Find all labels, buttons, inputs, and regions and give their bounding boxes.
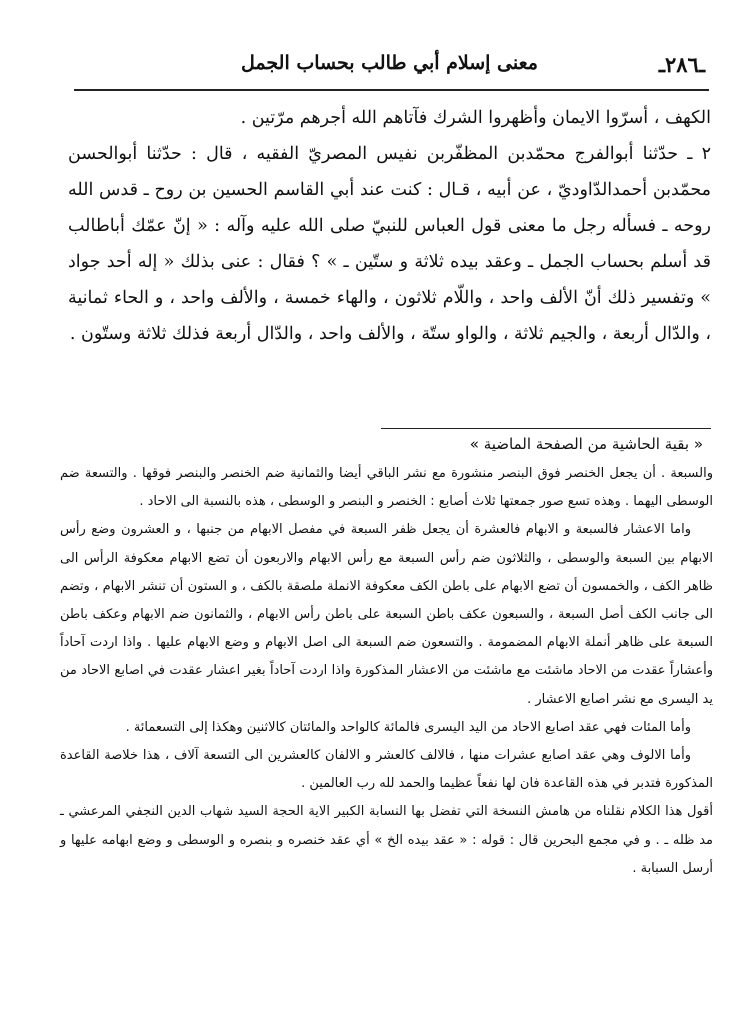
header-rule — [74, 89, 709, 91]
footnote-paragraph-2: واما الاعشار فالسبعة و الابهام فالعشرة أن يجعل ظفر السبعة في مفصل الابهام من جنبها ، و العشرون وضع رأس الابهام بين السبعة والوسطى ، والثلاثون ضم رأس السبعة مع رأس الابهام والاربعون أن تضع الابهام معكوفة الرأس الى ظاهر الكف ، والخمسون أن تضع الابهام على باطن الكف معكوفة الانملة ملصقة بالكف ، و الستون أن تنشر الابهام ، وتضم الى جانب الكف أصل السبعة ، والسبعون عكف باطن السبعة على باطن رأس الابهام ، والثمانون ضم الابهام وعكف باطن السبعة على ظاهر أنملة الابهام المضمومة . والتسعون ضم السبعة الى اصل الابهام و وضع الابهام عليها . واذا اردت آحاداً وأعشاراً عقدت من الاحاد ماشئت مع ماشئت من الاعشار المذكورة واذا اردت آحاداً بغير اعشار عقدت في اصابع الاحاد من يد اليسرى مع نشر اصابع الاعشار . — [60, 522, 713, 707]
main-paragraph-2: ٢ ـ حدّثنا أبوالفرج محمّدبن المظفّربن نفيس المصريّ الفقيه ، قال : حدّثنا أبوالحسن محمّدبن أحمدالدّاوديّ ، عن أبيه ، قـال : كنت عند أبي القاسم الحسين بن روح ـ قدس الله روحه ـ فسأله رجل ما معنى قول العباس للنبيّ صلى الله عليه وآله : « إنّ عمّك أباطالب قد أسلم بحساب الجمل ـ وعقد بيده ثلاثة و ستّين ـ » ؟ فقال : عنى بذلك « إله أحد جواد » وتفسير ذلك أنّ الألف واحد ، واللّام ثلاثون ، والهاء خمسة ، والألف واحد ، و الحاء ثمانية ، والدّال أربعة ، والجيم ثلاثة ، والواو ستّة ، والألف واحد ، والدّال أربعة فذلك ثلاثة وستّون . — [68, 144, 711, 344]
main-text — [68, 100, 711, 352]
main-paragraph-1: الكهف ، أسرّوا الايمان وأظهروا الشرك فآتاهم الله أجرهم مرّتين . — [240, 108, 711, 128]
page-number: ـ٢٨٦ـ — [658, 52, 705, 77]
footnote-caption: « بقية الحاشية من الصفحة الماضية » — [469, 435, 703, 453]
running-title: معنى إسلام أبي طالب بحساب الجمل — [241, 52, 538, 74]
page-header — [70, 46, 709, 86]
footnote-caption-box — [381, 428, 711, 459]
footnote-paragraph-4: وأما الالوف وهي عقد اصابع عشرات منها ، فالالف كالعشر و الالفان كالعشرين الى التسعة آلاف ، هذا خلاصة القاعدة المذكورة فتدبر في هذه القاعدة فان لها نفعاً عظيما والحمد لله رب العالمين . — [60, 748, 713, 792]
footnote-section — [60, 460, 713, 883]
footnote-paragraph-1: والسبعة . أن يجعل الخنصر فوق البنصر منشورة مع نشر الباقي أيضا والثمانية ضم الخنصر والبنصر فوقها . والتسعة ضم الوسطى اليهما . وهذه تسع صور جمعتها ثلاث أصابع : الخنصر و البنصر و الوسطى ، هذه بالنسبة الى الاحاد . — [60, 466, 713, 510]
footnote-paragraph-5: أقول هذا الكلام نقلناه من هامش النسخة التي تفضل بها النسابة الكبير الاية الحجة السيد شهاب الدين النجفي المرعشي ـ مد ظله ـ . و في مجمع البحرين قال : قوله : « عقد بيده الخ » أي عقد خنصره و بنصره و الوسطى و وضع ابهامه عليها و أرسل السبابة . — [60, 804, 713, 876]
footnote-paragraph-3: وأما المئات فهي عقد اصابع الاحاد من اليد اليسرى فالمائة كالواحد والمائتان كالاثنين وهكذا إلى التسعمائة . — [125, 719, 691, 735]
